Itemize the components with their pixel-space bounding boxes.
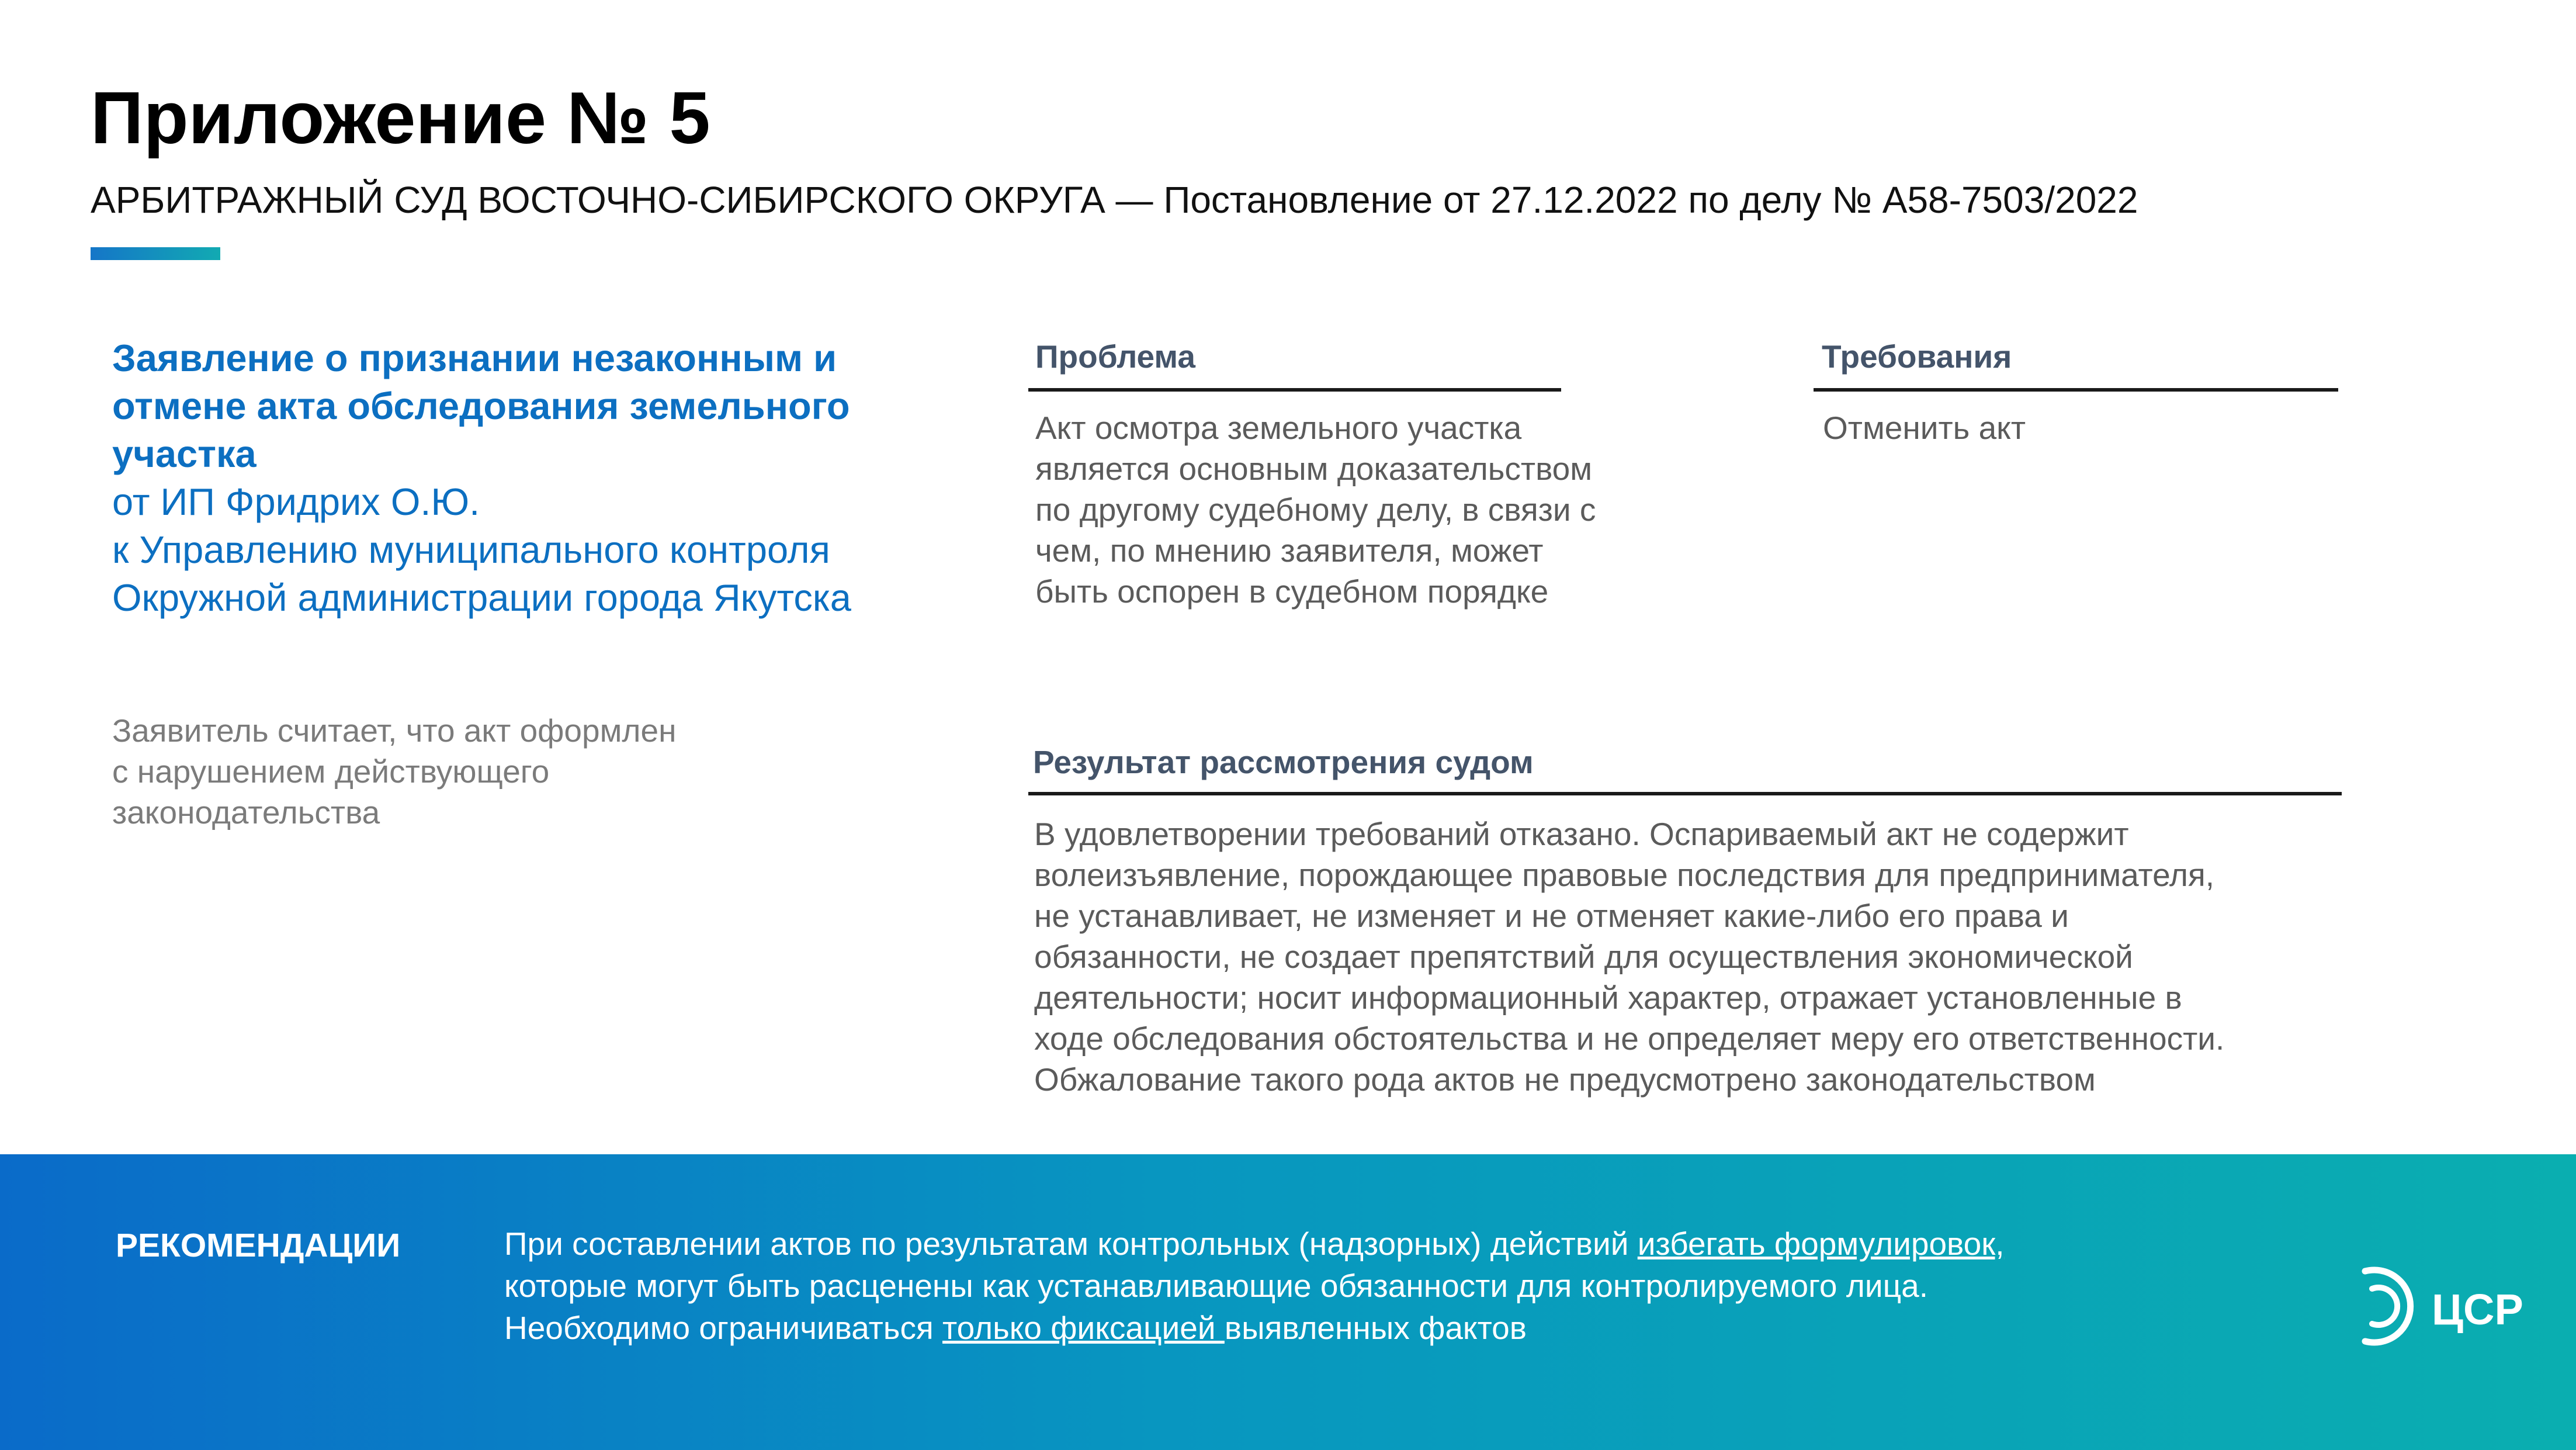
claim-to-line: Окружной администрации города Якутска xyxy=(112,576,851,619)
problem-heading: Проблема xyxy=(1035,338,1195,375)
problem-line: чем, по мнению заявителя, может xyxy=(1035,532,1544,569)
recommendation-line: которые могут быть расценены как устанавливающие обязанности для контролируемого лица. xyxy=(504,1268,1928,1304)
claim-title-line: отмене акта обследования земельного xyxy=(112,385,850,427)
result-divider xyxy=(1028,792,2342,795)
claim-to-line: к Управлению муниципального контроля xyxy=(112,528,830,571)
problem-text xyxy=(1035,407,1643,612)
recommendation-line xyxy=(504,1223,2169,1265)
recommendation-text-part: Необходимо ограничиваться xyxy=(504,1310,943,1346)
result-line: деятельности; носит информационный характер, отражает установленные в xyxy=(1034,980,2182,1016)
claim-note-line: с нарушением действующего xyxy=(112,753,550,790)
recommendation-text-part: выявленных фактов xyxy=(1224,1310,1527,1346)
title-accent-bar xyxy=(91,247,220,260)
recommendations-label: РЕКОМЕНДАЦИИ xyxy=(116,1227,401,1264)
claim-note-line: Заявитель считает, что акт оформлен xyxy=(112,712,677,749)
problem-line: Акт осмотра земельного участка xyxy=(1035,410,1522,446)
page-subtitle: АРБИТРАЖНЫЙ СУД ВОСТОЧНО-СИБИРСКОГО ОКРУГА — Постановление от 27.12.2022 по делу № А58-7503/2022 xyxy=(91,179,2138,221)
recommendation-emphasis: только фиксацией xyxy=(942,1310,1225,1346)
result-heading: Результат рассмотрения судом xyxy=(1033,744,1534,780)
requirements-text: Отменить акт xyxy=(1823,410,2026,446)
claim-title-line: Заявление о признании незаконным и xyxy=(112,337,837,379)
result-line: В удовлетворении требований отказано. Оспариваемый акт не содержит xyxy=(1034,816,2129,852)
claim-note xyxy=(112,710,784,833)
claim-from: от ИП Фридрих О.Ю. xyxy=(112,480,480,523)
result-line: не устанавливает, не изменяет и не отменяет какие-либо его права и xyxy=(1034,898,2069,934)
problem-line: быть оспорен в судебном порядке xyxy=(1035,573,1549,610)
page-title: Приложение № 5 xyxy=(91,77,710,159)
claim-note-line: законодательства xyxy=(112,794,380,830)
problem-line: является основным доказательством xyxy=(1035,451,1593,487)
claim-title-line: участка xyxy=(112,432,256,475)
result-line: Обжалование такого рода актов не предусмотрено законодательством xyxy=(1034,1061,2096,1098)
claim-block xyxy=(112,334,942,622)
result-text xyxy=(1034,814,2355,1100)
recommendation-emphasis: избегать формулировок, xyxy=(1637,1226,2005,1262)
problem-divider xyxy=(1028,388,1561,392)
result-line: обязанности, не создает препятствий для осуществления экономической xyxy=(1034,939,2133,975)
requirements-divider xyxy=(1814,388,2338,392)
requirements-heading: Требования xyxy=(1822,338,2012,375)
result-line: ходе обследования обстоятельства и не определяет меру его ответственности. xyxy=(1034,1020,2225,1057)
result-line: волеизъявление, порождающее правовые последствия для предпринимателя, xyxy=(1034,857,2215,893)
recommendations-text xyxy=(504,1223,2169,1349)
logo-text: ЦСР xyxy=(2432,1285,2523,1334)
problem-line: по другому судебному делу, в связи с xyxy=(1035,492,1596,528)
recommendation-text-part: При составлении актов по результатам контрольных (надзорных) действий xyxy=(504,1226,1638,1262)
recommendation-line xyxy=(504,1307,2169,1349)
